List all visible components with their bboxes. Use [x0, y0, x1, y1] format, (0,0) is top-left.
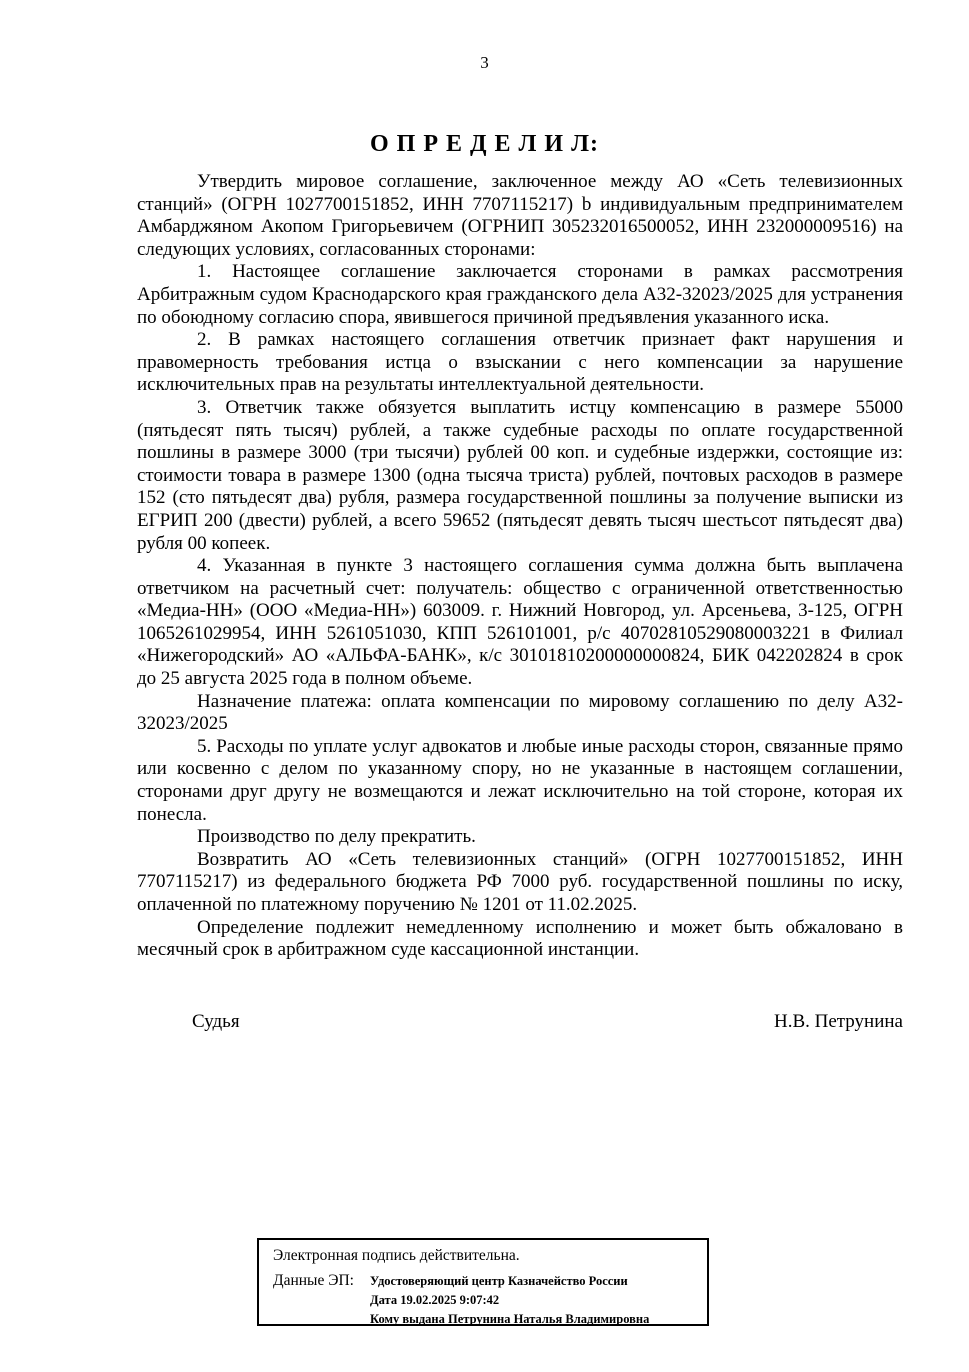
paragraph-payment-purpose: Назначение платежа: оплата компенсации по мировому соглашению по делу А32-32023/2025 [137, 690, 903, 735]
judge-name: Н.В. Петрунина [773, 1011, 903, 1032]
paragraph-terminate-proceedings: Производство по делу прекратить. [197, 826, 476, 848]
paragraph-approve-settlement: Утвердить мировое соглашение, заключенное между АО «Сеть телевизионных станций» (ОГРН 1027700151852, ИНН 7707115217) b индивидуальным предпринимателем Амбарджяном Акопом Григорьевичем (ОГРНИП 305232016500052, ИНН 232000009516) на следующих условиях, согласованных сторонами: [137, 171, 903, 260]
paragraph-term-5: 5. Расходы по уплате услуг адвокатов и любые иные расходы сторон, связанные прямо или косвенно с делом по указанному спору, но не указанные в настоящем соглашении, сторонами друг другу не возмещаются и лежат исключительно на той стороне, которая их понесла. [137, 735, 903, 825]
stamp-certification-center: Удостоверяющий центр Казначейство России [370, 1274, 628, 1288]
paragraph-term-2: 2. В рамках настоящего соглашения ответчик признает факт нарушения и правомерность требования истца о взыскании с него компенсации за нарушение исключительных прав на результаты интеллектуальной деятельности. [137, 329, 903, 396]
ruling-body [137, 171, 903, 962]
stamp-status-line: Электронная подпись действительна. [273, 1247, 520, 1264]
paragraph-term-3: 3. Ответчик также обязуется выплатить истцу компенсацию в размере 55000 (пятьдесят пять тысяч) рублей, а также судебные расходы по оплате государственной пошлины в размере 3000 (три тысячи) рублей 00 коп. и судебные издержки, состоящие из: стоимости товара в размере 1300 (одна тысяча триста) рублей, почтовых расходов в размере 152 (сто пятьдесят два) рубля, размера государственной пошлины за получение выписки из ЕГРИП 200 (двести) рублей, а всего 59652 (пятьдесят девять тысяч шестьсот пятьдесят два) рубля 00 копеек. [137, 396, 903, 554]
ruling-heading: О П Р Е Д Е Л И Л: [370, 131, 599, 157]
paragraph-appeal-terms: Определение подлежит немедленному исполнению и может быть обжаловано в месячный срок в арбитражном суде кассационной инстанции. [137, 916, 903, 961]
stamp-data-label: Данные ЭП: [273, 1272, 354, 1289]
stamp-details [370, 1272, 649, 1329]
signature-row [137, 1010, 903, 1033]
paragraph-term-4: 4. Указанная в пункте 3 настоящего соглашения сумма должна быть выплачена ответчиком на расчетный счет: получатель: общество с ограниченной ответственностью «Медиа-НН» (ООО «Медиа-НН») 603009. г. Нижний Новгород, ул. Арсеньева, 3-125, ОГРН 1065261029954, ИНН 5261051030, КПП 526101001, р/с 40702810529080003221 в Филиал «Нижегородский» АО «АЛЬФА-БАНК», к/с 30101810200000000824, БИК 042202824 в срок до 25 августа 2025 года в полном объеме. [137, 555, 903, 690]
electronic-signature-stamp [257, 1238, 709, 1326]
paragraph-term-1: 1. Настоящее соглашение заключается сторонами в рамках рассмотрения Арбитражным судом Краснодарского края гражданского дела А32-32023/2025 для устранения по обоюдному согласию спора, явившегося причиной предъявления указанного иска. [137, 261, 903, 328]
stamp-issued-to: Кому выдана Петрунина Наталья Владимировна [370, 1312, 650, 1326]
stamp-data-row [273, 1272, 701, 1329]
page-number: 3 [480, 53, 489, 72]
judge-role-label: Судья [192, 1011, 240, 1032]
stamp-date: Дата 19.02.2025 9:07:42 [370, 1293, 500, 1307]
paragraph-refund-duty: Возвратить АО «Сеть телевизионных станций» (ОГРН 1027700151852, ИНН 7707115217) из федерального бюджета РФ 7000 руб. государственной пошлины по иску, оплаченной по платежному поручению № 1201 от 11.02.2025. [137, 848, 903, 915]
